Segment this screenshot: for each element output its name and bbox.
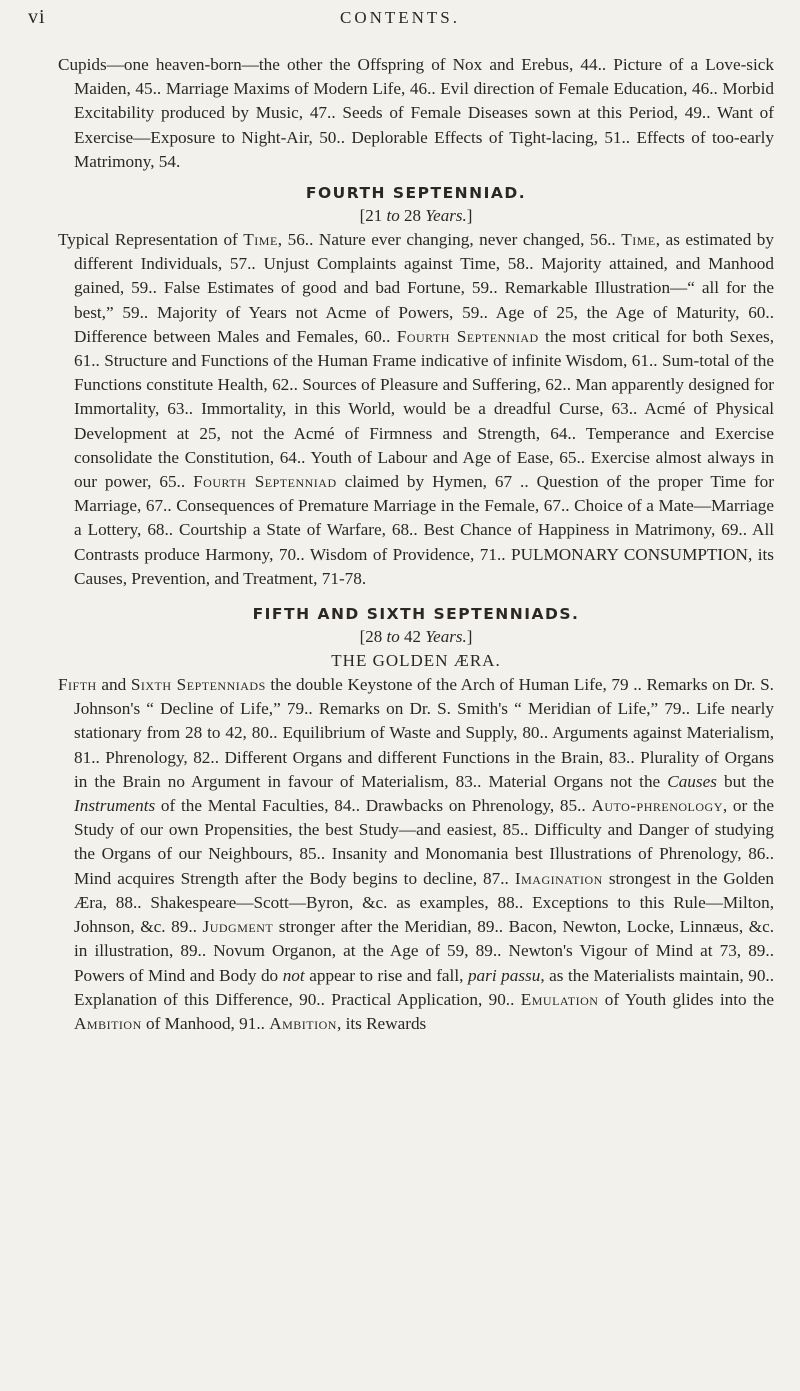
running-header (28, 6, 772, 36)
text-run: and (96, 675, 131, 695)
golden-era-title: THE GOLDEN ÆRA. (331, 651, 501, 671)
text-run: of Manhood, 91.. (141, 1013, 270, 1033)
smallcaps-run: Auto-phrenology (591, 796, 723, 816)
smallcaps-run: Emulation (520, 989, 599, 1009)
text-run: , its Rewards (336, 1013, 427, 1033)
smallcaps-run: Judgment (202, 917, 274, 937)
text-run: Typical Representation of (58, 230, 244, 250)
range-end: 28 (399, 206, 426, 226)
smallcaps-run: Imagination (514, 868, 603, 888)
smallcaps-run: Ambition (269, 1013, 337, 1033)
fourth-septenniad-paragraph (58, 228, 774, 591)
text-run: the most critical for both Sexes, 61.. Structure and Functions of the Human Frame indicative of infinite Wisdom, 61.. Sum-total of the Functions constitute Health, 62.. Sources of Pleasure and Suffering, 62.. Man apparently designed for Immortality, 63.. Immortality, in this World, would be a dreadful Curse, 63.. Acmé of Physical Development at 25, not the Acmé of Firmness and Strength, 64.. Temperance and Exercise consolidate the Constitution, 64.. Youth of Labour and Age of Ease, 65.. Exercise almost always in our power, 65.. (74, 326, 774, 492)
italic-run: pari passu (467, 965, 541, 985)
smallcaps-run: Ambition (74, 1013, 142, 1033)
text-run: , 56.. Nature ever changing, never changed, 56.. (277, 230, 622, 250)
range-bracket: ] (466, 206, 473, 226)
fourth-years-range (58, 204, 774, 228)
range-to: to (386, 206, 400, 226)
smallcaps-run: Fifth (58, 675, 97, 695)
range-start: [21 (359, 206, 387, 226)
range-years: Years. (425, 627, 467, 647)
text-run: , as the Materialists maintain, 90.. Explanation of this Difference, 90.. Practical Application, 90.. (74, 965, 775, 1009)
fourth-septenniad-heading: FOURTH SEPTENNIAD. (305, 184, 527, 203)
smallcaps-run: Time (621, 230, 656, 250)
text-run: appear to rise and fall, (304, 965, 468, 985)
contents-body (58, 53, 774, 1036)
italic-run: Causes (667, 771, 717, 791)
text-run: of Youth glides into the (598, 989, 774, 1009)
text-run: the double Keystone of the Arch of Human Life, 79 .. Remarks on Dr. S. Johnson's “ Decline of Life,” 79.. Remarks on Dr. S. Smith's “ Meridian of Life,” 79.. Life nearly stationary from 28 to 42, 80.. Equilibrium of Waste and Supply, 80.. Arguments against Materialism, 81.. Phrenology, 82.. Different Organs and different Functions in the Brain, 83.. Plurality of Organs in the Brain no Argument in favour of Materialism, 83.. Material Organs not the (74, 675, 774, 791)
fifth-sixth-paragraph (58, 673, 774, 1036)
range-years: Years. (425, 206, 467, 226)
intro-paragraph: Cupids—one heaven-born—the other the Offspring of Nox and Erebus, 44.. Picture of a Love-sick Maiden, 45.. Marriage Maxims of Modern Life, 46.. Evil direction of Female Education, 46.. Morbid Excitability produced by Music, 47.. Seeds of Female Diseases sown at this Period, 49.. Want of Exercise—Exposure to Night-Air, 50.. Deplorable Effects of Tight-lacing, 51.. Effects of too-early Matrimony, 54. (58, 55, 774, 171)
fifth-years-range (58, 625, 774, 649)
smallcaps-run: Fourth Septenniad (193, 472, 337, 492)
italic-run: not (282, 965, 305, 985)
text-run: claimed by Hymen, 67 .. Question of the proper Time for Marriage, 67.. Consequences of Premature Marriage in the Female, 67.. Choice of a Mate—Marriage a Lottery, 68.. Courtship a State of Warfare, 68.. Best Chance of Happiness in Matrimony, 69.. All Contrasts produce Harmony, 70.. Wisdom of Providence, 71.. PULMONARY CONSUMPTION, its Causes, Prevention, and Treatment, 71-78. (74, 472, 774, 588)
range-to: to (386, 627, 400, 647)
text-run: , as estimated by different Individuals, 57.. Unjust Complaints against Time, 58.. Majority attained, and Manhood gained, 59.. False Estimates of good and bad Fortune, 59.. Remarkable Illustration—“ all for the best,” 59.. Majority of Years not Acme of Powers, 59.. Age of 25, the Age of Maturity, 60.. Difference between Males and Females, 60.. (74, 230, 774, 346)
smallcaps-run: Sixth Septenniads (130, 675, 266, 695)
text-run: , or the Study of our own Propensities, the best Study—and easiest, 85.. Difficulty and Danger of studying the Organs of our Neighbours, 85.. Insanity and Monomania best Illustrations of Phrenology, 86.. Mind acquires Strength after the Body begins to decline, 87.. (74, 796, 774, 888)
text-run: but the (716, 771, 774, 791)
running-title: CONTENTS. (339, 8, 461, 27)
italic-run: Instruments (74, 796, 156, 816)
page-number: vi (28, 6, 46, 28)
smallcaps-run: Time (243, 230, 278, 250)
text-run: strongest in the Golden Æra, 88.. Shakespeare—Scott—Byron, &c. as examples, 88.. Exceptions to this Rule—Milton, Johnson, &c. 89.. (74, 868, 774, 937)
range-start: [28 (359, 627, 387, 647)
range-bracket: ] (466, 627, 473, 647)
smallcaps-run: Fourth Septenniad (396, 326, 539, 346)
range-end: 42 (399, 627, 426, 647)
fifth-sixth-heading: FIFTH AND SIXTH SEPTENNIADS. (252, 605, 580, 624)
text-run: of the Mental Faculties, 84.. Drawbacks on Phrenology, 85.. (155, 796, 592, 816)
text-run: stronger after the Meridian, 89.. Bacon, Newton, Locke, Linnæus, &c. in illustration, 89.. Novum Organon, at the Age of 59, 89.. Newton's Vigour of Mind at 73, 89.. Powers of Mind and Body do (74, 917, 775, 985)
